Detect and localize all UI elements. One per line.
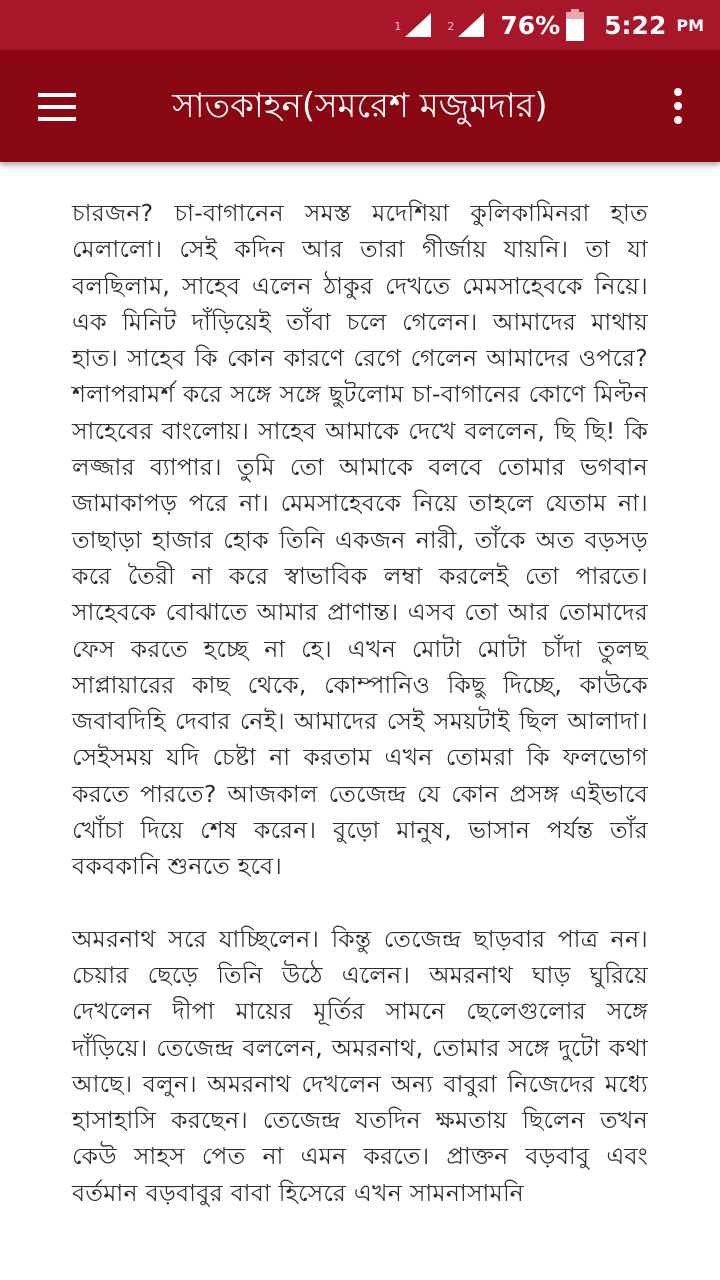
- battery-percent: 76%: [500, 10, 561, 40]
- sim2-label: 2: [447, 20, 455, 33]
- status-bar: [0, 0, 720, 50]
- clock-ampm: PM: [676, 15, 704, 35]
- book-title: সাতকাহন(সমরেশ মজুমদার): [172, 86, 548, 126]
- battery-icon: [566, 9, 584, 41]
- status-icons: [394, 0, 704, 50]
- clock-time: 5:22: [604, 10, 667, 40]
- paragraph: চারজন? চা-বাগানেন সমস্ত মদেশিয়া কুলিকামিনরা হাত মেলালো। সেই কদিন আর তারা গীর্জায় যায়নি। তা যা বলছিলাম, সাহেব এলেন ঠাকুর দেখতে মেমসাহেবকে নিয়ে। এক মিনিট দাঁড়িয়েই তাঁবা চলে গেলেন। আমাদের মাথায় হাত। সাহেব কি কোন কারণে রেগে গেলেন আমাদের ওপরে? শলাপরামর্শ করে সঙ্গে সঙ্গে ছুটলোম চা-বাগানের কোণে মিল্টন সাহেবের বাংলোয়। সাহেব আমাকে দেখে বললেন, ছি ছি! কি লজ্জার ব্যাপার। তুমি তো আমাকে বলবে তোমার ভগবান জামাকাপড় পরে না। মেমসাহেবকে নিয়ে তাহলে যেতাম না। তাছাড়া হাজার হোক তিনি একজন নারী, তাঁকে অত বড়সড় করে তৈরী না করে স্বাভাবিক লম্বা করলেই তো পারতে। সাহেবকে বোঝাতে আমার প্রাণান্ত। এসব তো আর তোমাদের ফেস করতে হচ্ছে না হে। এখন মোটা মোটা চাঁদা তুলছ সাপ্লায়ারের কাছ থেকে, কোম্পানিও কিছু দিচ্ছে, কাউকে জবাবদিহি দেবার নেই। আমাদের সেই সময়টাই ছিল আলাদা। সেইসময় যদি চেষ্টা না করতাম এখন তোমরা কি ফলভোগ করতে পারতে? আজকাল তেজেন্দ্র যে কোন প্রসঙ্গ এইভাবে খোঁচা দিয়ে শেষ করেন। বুড়ো মানুষ, ভাসান পর্যন্ত তাঁর বকবকানি শুনতে হবে।: [72, 199, 648, 881]
- signal-sim2: [447, 11, 486, 39]
- more-vertical-icon[interactable]: [672, 88, 684, 124]
- signal-sim2-icon: [456, 11, 486, 39]
- paragraph: অমরনাথ সরে যাচ্ছিলেন। কিন্তু তেজেন্দ্র ছাড়বার পাত্র নন। চেয়ার ছেড়ে তিনি উঠে এলেন। অমরনাথ ঘাড় ঘুরিয়ে দেখলেন দীপা মায়ের মূর্তির সামনে ছেলেগুলোর সঙ্গে দাঁড়িয়ে। তেজেন্দ্র বললেন, অমরনাথ, তোমার সঙ্গে দুটো কথা আছে। বলুন। অমরনাথ দেখলেন অন্য বাবুরা নিজেদের মধ্যে হাসাহাসি করছেন। তেজেন্দ্র যতদিন ক্ষমতায় ছিলেন তখন কেউ সাহস পেত না এমন করতে। প্রাক্তন বড়বাবু এবং বর্তমান বড়বাবুর বাবা হিসেরে এখন সামনাসামনি: [72, 924, 648, 1207]
- app-bar: [0, 50, 720, 162]
- sim1-label: 1: [394, 20, 402, 33]
- signal-sim1: [394, 11, 433, 39]
- reader-content[interactable]: [72, 195, 648, 1211]
- signal-sim1-icon: [403, 11, 433, 39]
